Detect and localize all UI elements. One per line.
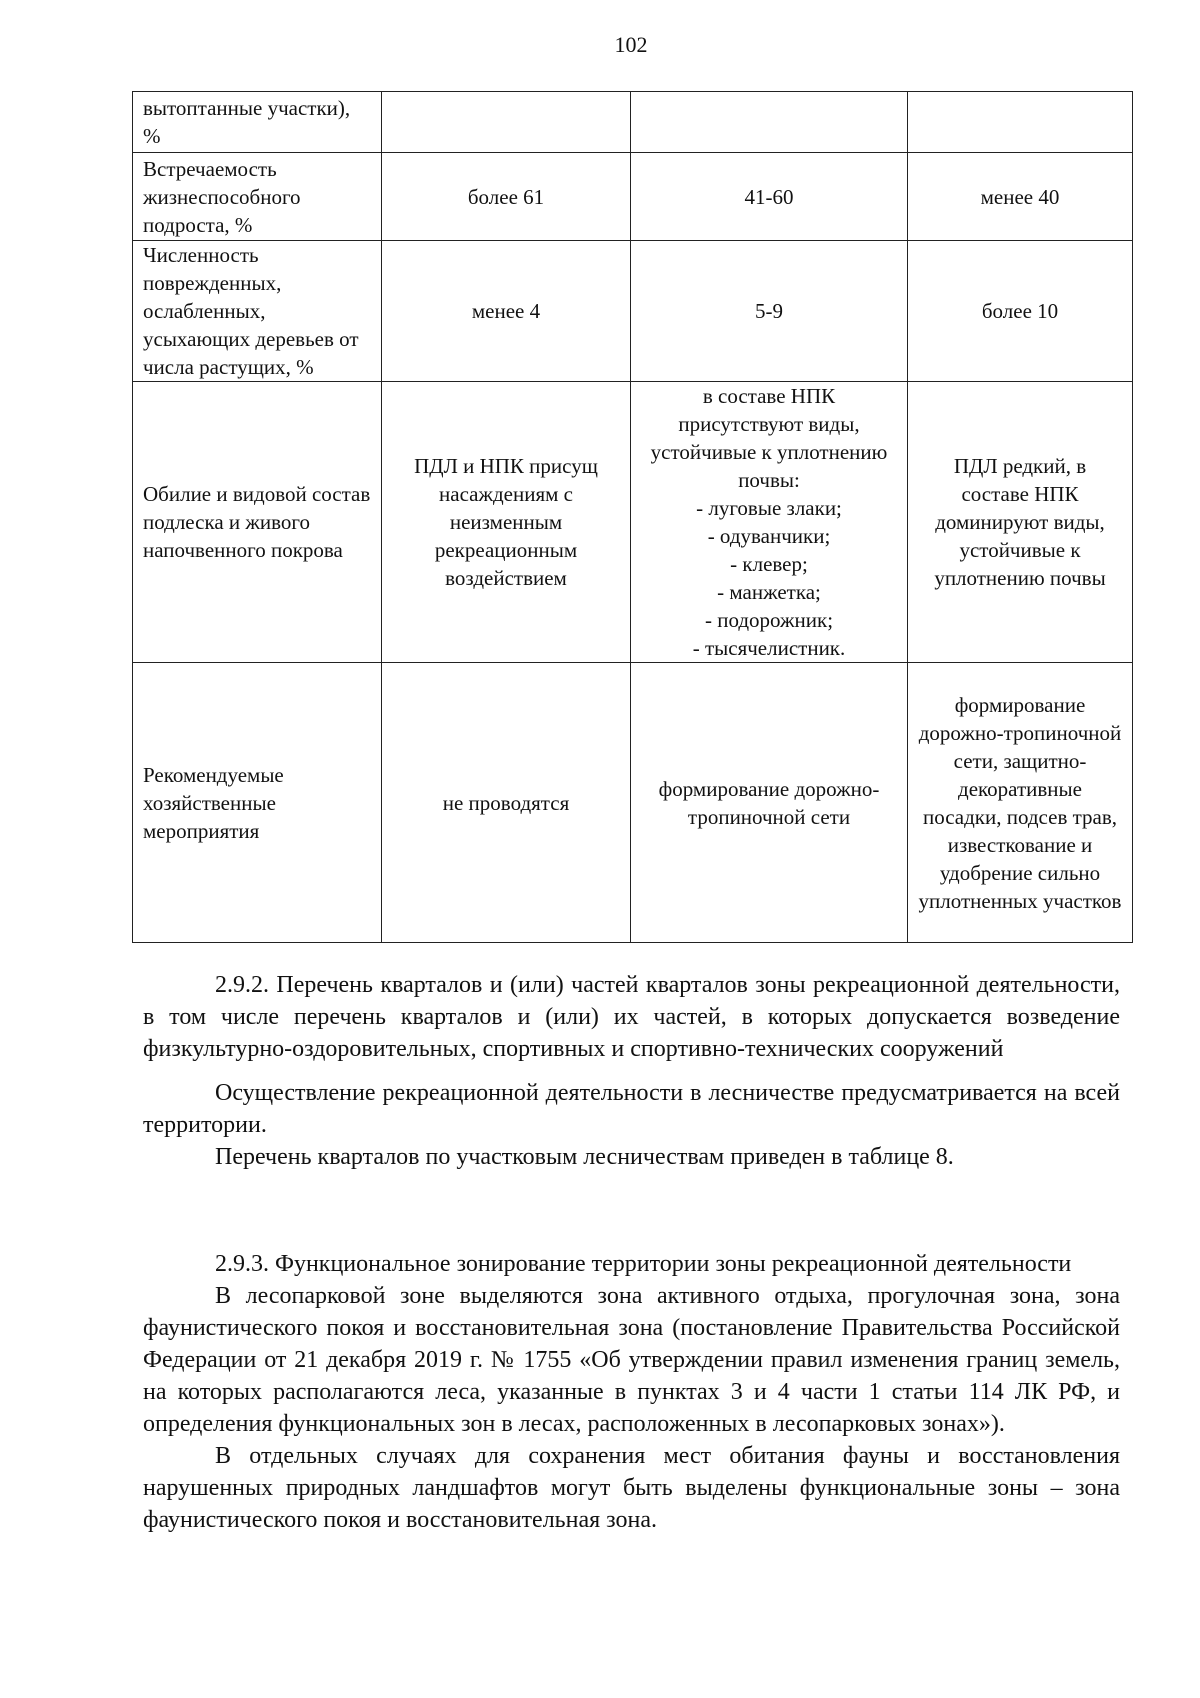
paragraph: Перечень кварталов по участковым лесничествам приведен в таблице 8.: [215, 1144, 954, 1170]
table-row: [133, 663, 1133, 943]
cell-value: [631, 92, 908, 153]
cell-value: более 10: [908, 241, 1133, 382]
row-label: Встречаемость жизнеспособного подроста, %: [133, 153, 382, 241]
paragraph: В отдельных случаях для сохранения мест обитания фауны и восстановления нарушенных природных ландшафтов могут быть выделены функциональные зоны – зона фаунистического покоя и восстановительная зона.: [143, 1443, 1120, 1533]
cell-value: [908, 92, 1133, 153]
cell-value: ПДЛ и НПК присущ насаждениям с неизменным рекреационным воздействием: [382, 382, 631, 663]
cell-value: формирование дорожно-тропиночной сети: [631, 663, 908, 943]
page-number: 102: [614, 32, 648, 57]
cell-value: в составе НПК присутствуют виды, устойчивые к уплотнению почвы: - луговые злаки; - одуванчики; - клевер; - манжетка; - подорожник; - тысячелистник.: [631, 382, 908, 663]
table-row: [133, 92, 1133, 153]
cell-value: ПДЛ редкий, в составе НПК доминируют виды, устойчивые к уплотнению почвы: [908, 382, 1133, 663]
cell-value: не проводятся: [382, 663, 631, 943]
row-label: Численность поврежденных, ослабленных, усыхающих деревьев от числа растущих, %: [133, 241, 382, 382]
section-2-9-3: [143, 1248, 1120, 1536]
cell-value: 41-60: [631, 153, 908, 241]
cell-value: 5-9: [631, 241, 908, 382]
row-label: Обилие и видовой состав подлеска и живого напочвенного покрова: [133, 382, 382, 663]
cell-value: более 61: [382, 153, 631, 241]
table-row: [133, 382, 1133, 663]
paragraph: Осуществление рекреационной деятельности в лесничестве предусматривается на всей территории.: [143, 1080, 1120, 1138]
cell-value: формирование дорожно-тропиночной сети, защитно-декоративные посадки, подсев трав, известкование и удобрение сильно уплотненных участков: [908, 663, 1133, 943]
section-heading: 2.9.2. Перечень кварталов и (или) частей кварталов зоны рекреационной деятельности, в том числе перечень кварталов и (или) их частей, в которых допускается возведение физкультурно-оздоровительных, спортивных и спортивно-технических сооружений: [143, 972, 1120, 1062]
table-row: [133, 241, 1133, 382]
cell-value: менее 40: [908, 153, 1133, 241]
table-row: [133, 153, 1133, 241]
section-2-9-2: [143, 969, 1120, 1173]
section-heading: 2.9.3. Функциональное зонирование территории зоны рекреационной деятельности: [215, 1251, 1072, 1277]
paragraph: В лесопарковой зоне выделяются зона активного отдыха, прогулочная зона, зона фаунистического покоя и восстановительная зона (постановление Правительства Российской Федерации от 21 декабря 2019 г. № 1755 «Об утверждении правил изменения границ земель, на которых располагаются леса, указанные в пунктах 3 и 4 части 1 статьи 114 ЛК РФ, и определения функциональных зон в лесах, расположенных в лесопарковых зонах»).: [143, 1283, 1120, 1437]
row-label: Рекомендуемые хозяйственные мероприятия: [133, 663, 382, 943]
cell-value: [382, 92, 631, 153]
cell-value: менее 4: [382, 241, 631, 382]
row-label: вытоптанные участки), %: [133, 92, 382, 153]
recreation-indicators-table: [132, 91, 1133, 943]
